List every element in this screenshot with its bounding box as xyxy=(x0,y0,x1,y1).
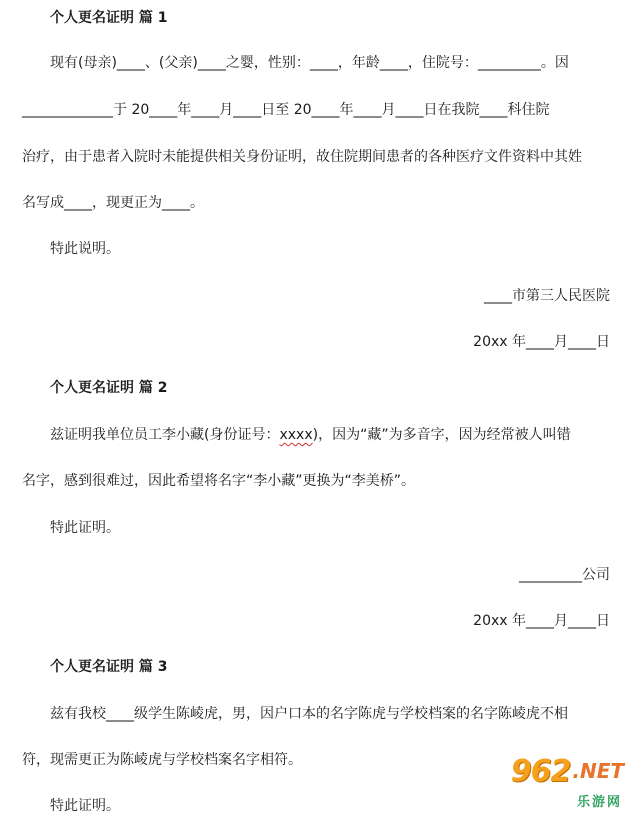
section1-date: 20xx 年____月____日 xyxy=(473,334,610,350)
section1-paragraph-line2: _____________于 20____年____月____日至 20____年____月____日在我院____科住院 xyxy=(22,102,550,118)
section1-paragraph-line3: 治疗，由于患者入院时未能提供相关身份证明，故住院期间患者的各种医疗文件资料中其姓 xyxy=(22,149,582,165)
watermark-logo-tld: .NET xyxy=(572,759,624,783)
section2-line1-end: )，因为“藏”为多音字，因为经常被人叫错 xyxy=(312,427,571,443)
watermark-logo xyxy=(511,754,624,788)
section2-paragraph-line1 xyxy=(50,425,571,445)
section2-line1-start: 兹证明我单位员工李小藏(身份证号： xyxy=(50,427,280,443)
section1-paragraph-line4: 名写成____，现更正为____。 xyxy=(22,195,204,211)
section3-paragraph-line2: 符，现需更正为陈崚虎与学校档案名字相符。 xyxy=(22,752,302,768)
section2-date: 20xx 年____月____日 xyxy=(473,613,610,629)
section3-title: 个人更名证明 篇 3 xyxy=(50,659,168,675)
section1-paragraph-line1: 现有(母亲)____、(父亲)____之婴，性别：____，年龄____，住院号：_________。因 xyxy=(50,55,569,71)
section2-paragraph-line2: 名字，感到很难过，因此希望将名字“李小藏”更换为“李美桥”。 xyxy=(22,473,416,489)
id-number-value: xxxx xyxy=(279,427,313,443)
section2-signature: _________公司 xyxy=(519,567,610,583)
watermark-subtitle: 乐游网 xyxy=(576,795,622,810)
section2-note: 特此证明。 xyxy=(50,520,120,536)
section1-title: 个人更名证明 篇 1 xyxy=(50,10,168,26)
watermark-logo-digits: 962 xyxy=(510,753,571,789)
section3-note: 特此证明。 xyxy=(50,798,120,814)
section3-paragraph-line1: 兹有我校____级学生陈崚虎，男，因户口本的名字陈虎与学校档案的名字陈崚虎不相 xyxy=(50,706,568,722)
section1-signature: ____市第三人民医院 xyxy=(484,288,610,304)
site-watermark xyxy=(502,754,630,812)
section2-title: 个人更名证明 篇 2 xyxy=(50,380,168,396)
section1-note: 特此说明。 xyxy=(50,241,120,257)
